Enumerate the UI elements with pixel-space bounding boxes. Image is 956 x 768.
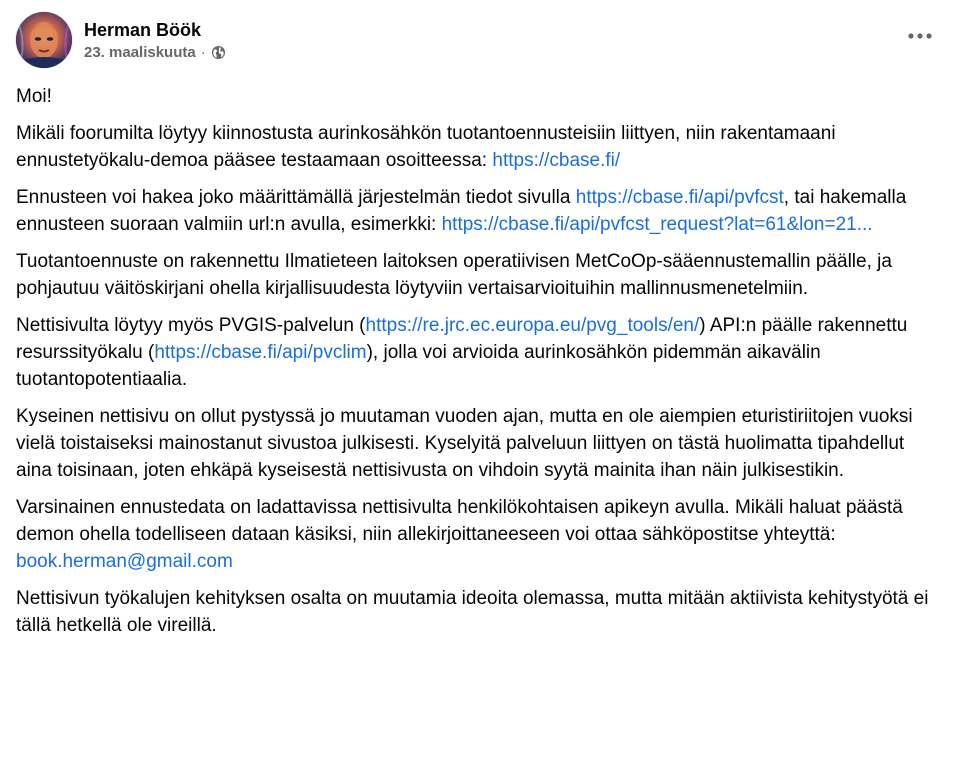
link-pvgis[interactable]: https://re.jrc.ec.europa.eu/pvg_tools/en/ [365,315,700,336]
link-pvclim[interactable]: https://cbase.fi/api/pvclim [154,342,367,363]
paragraph-pvgis: Nettisivulta löytyy myös PVGIS-palvelun (https://re.jrc.ec.europa.eu/pvg_tools/en/) API:n päälle rakennettu resurssityökalu (https://cbase.fi/api/pvclim), jolla voi arvioida aurinkosähkön pidemmän aikavälin tuotantopotentiaalia. [16,315,908,390]
link-cbase[interactable]: https://cbase.fi/ [492,150,621,171]
paragraph-history: Kyseinen nettisivu on ollut pystyssä jo muutaman vuoden ajan, mutta en ole aiempien eturistiriitojen vuoksi vielä toistaiseksi mainostanut sivustoa julkisesti. Kyselyitä palveluun liittyen on tästä huolimatta tipahdellut aina toisinaan, joten ehkäpä kyseisestä nettisivusta on vihdoin syytä mainita ihan näin julkisestikin. [16,406,913,481]
link-email[interactable]: book.herman@gmail.com [16,551,233,572]
author-name[interactable]: Herman Böök [84,19,202,40]
paragraph-data-access: Varsinainen ennustedata on ladattavissa nettisivulta henkilökohtaisen apikeyn avulla. Mikäli haluat päästä demon ohella todelliseen dataan käsiksi, niin allekirjoittaneeseen voi ottaa sähköpostitse yhteyttä: book.herman@gmail.com [16,497,903,572]
link-pvfcst-request[interactable]: https://cbase.fi/api/pvfcst_request?lat=61&lon=21... [441,214,873,235]
post-date[interactable]: 23. maaliskuuta [84,43,196,61]
paragraph-greeting: Moi! [16,86,52,107]
avatar[interactable] [16,12,72,68]
post-header [16,10,226,70]
paragraph-model: Tuotantoennuste on rakennettu Ilmatieteen laitoksen operatiivisen MetCoOp-sääennustemallin päälle, ja pohjautuu väitöskirjani ohella kirjallisuudesta löytyviin vertaisarvioituihin mallinnusmenetelmiin. [16,251,892,299]
link-pvfcst[interactable]: https://cbase.fi/api/pvfcst [575,187,784,208]
paragraph-forecast-request: Ennusteen voi hakea joko määrittämällä järjestelmän tiedot sivulla https://cbase.fi/api/pvfcst, tai hakemalla ennusteen suoraan valmiin url:n avulla, esimerkki: https://cbase.fi/api/pvfcst_request?lat=61&lon=21... [16,187,907,235]
globe-icon[interactable] [211,45,226,60]
paragraph-development: Nettisivun työkalujen kehityksen osalta on muutamia ideoita olemassa, mutta mitään aktiivista kehitystyötä ei tällä hetkellä ole vireillä. [16,588,929,636]
paragraph-intro: Mikäli foorumilta löytyy kiinnostusta aurinkosähkön tuotantoennusteisiin liittyen, niin rakentamaani ennustetyökalu-demoa pääsee testaamaan osoitteessa: https://cbase.fi/ [16,123,836,171]
more-options-button[interactable] [902,24,938,48]
profile-photo-icon [16,12,72,68]
post-body [16,83,940,649]
meta-separator: · [200,43,206,61]
post-meta [84,43,226,63]
more-horizontal-icon [908,33,932,39]
author-block [84,18,226,63]
